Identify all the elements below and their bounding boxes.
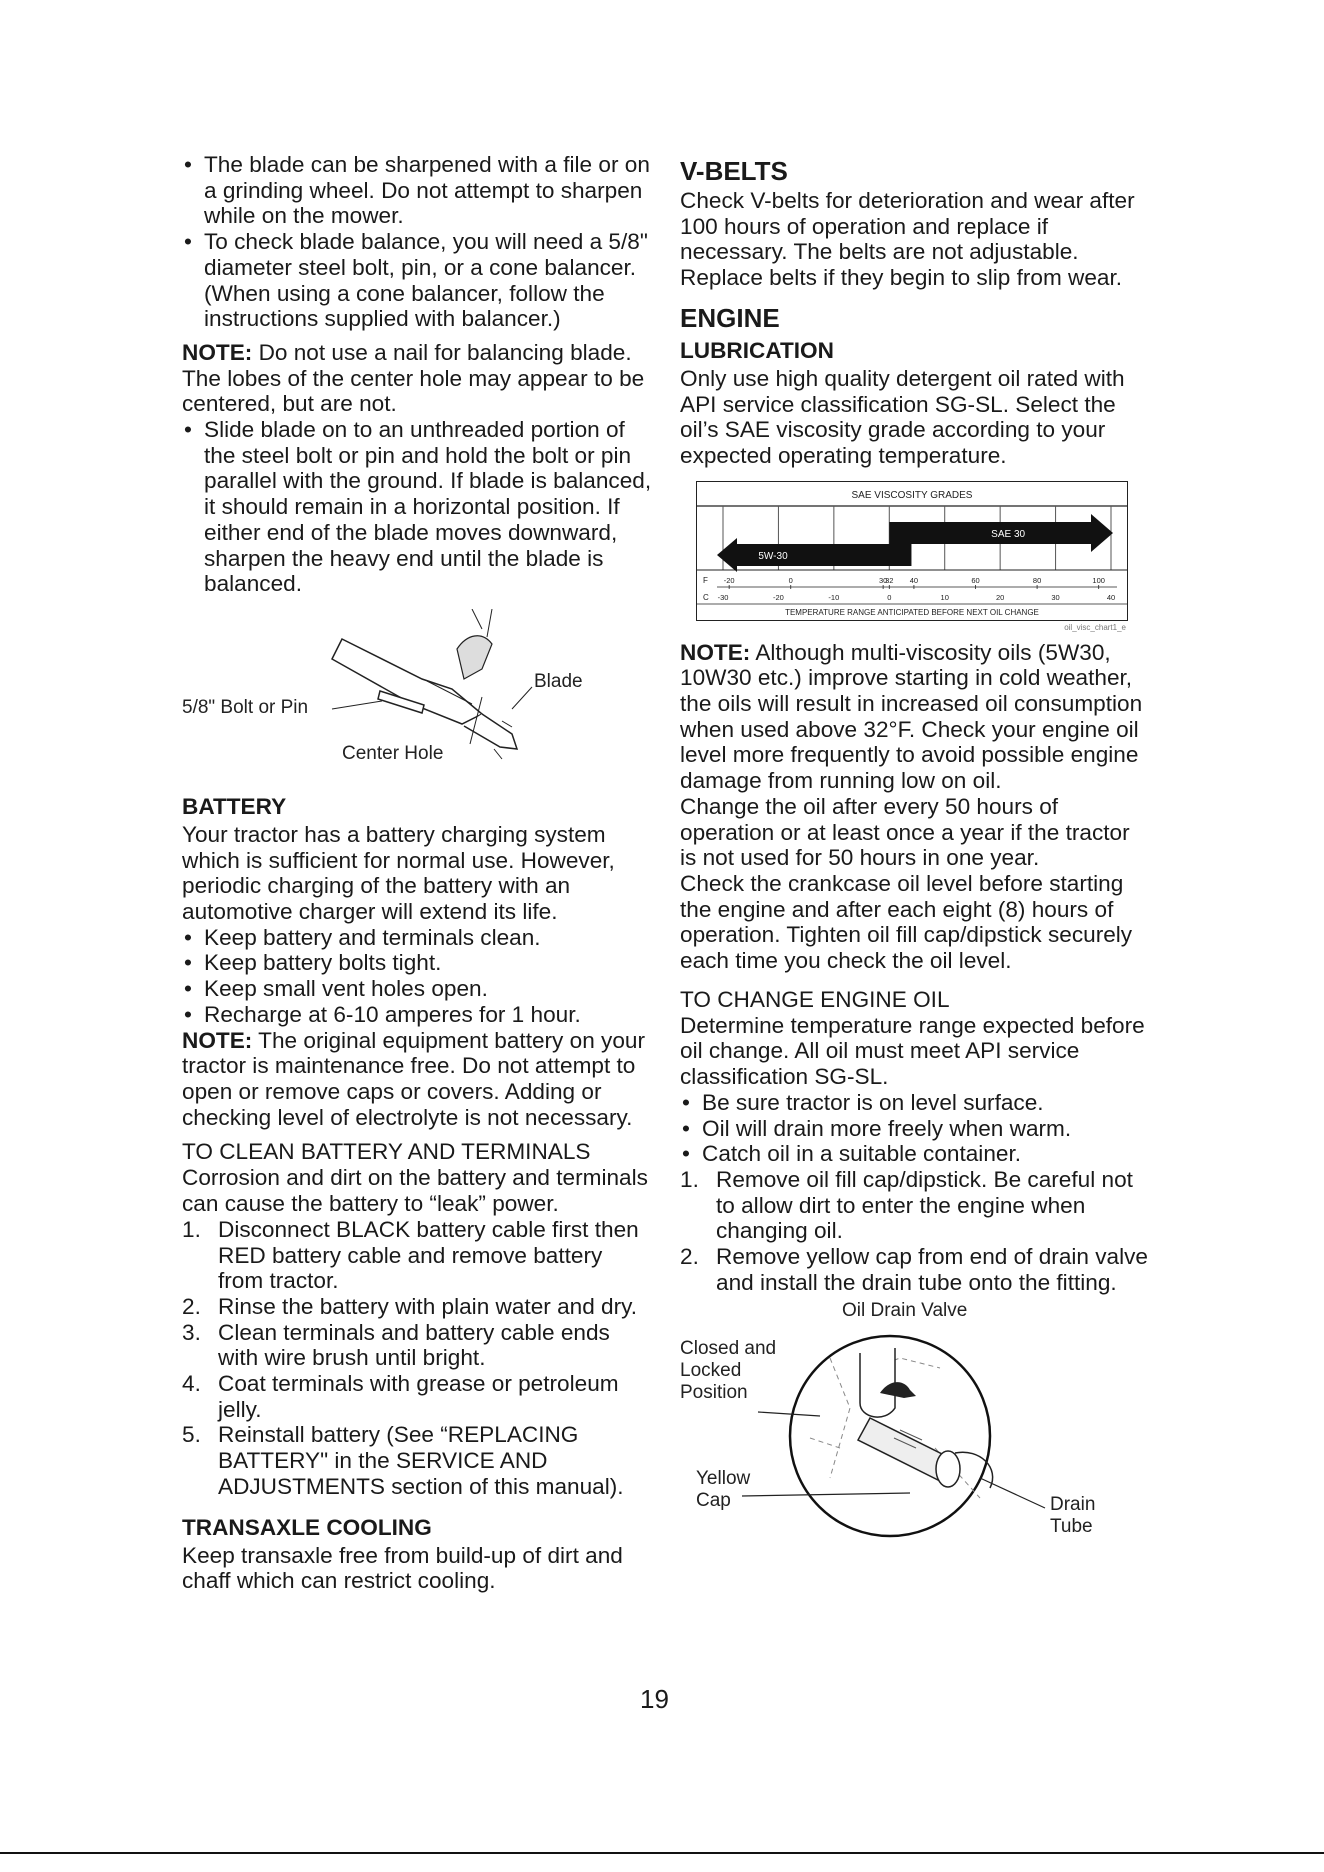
step-text: Clean terminals and battery cable ends with wire brush until bright. <box>218 1319 610 1371</box>
list-item <box>680 1244 1150 1295</box>
list-item <box>182 1371 652 1422</box>
clean-text: Corrosion and dirt on the battery and terminals can cause the battery to “leak” power. <box>182 1165 648 1217</box>
closed-position-label: Closed and Locked Position <box>680 1337 777 1403</box>
f-tick-label: 80 <box>1032 575 1042 585</box>
list-item: • Keep battery bolts tight. <box>182 950 652 976</box>
c-tick-label: -20 <box>773 592 784 602</box>
c-tick-label: 20 <box>995 592 1005 602</box>
engine-heading: ENGINE <box>680 302 780 333</box>
step-number: 4. <box>182 1371 201 1397</box>
c-tick-label: 10 <box>940 592 949 602</box>
step-text: Remove oil fill cap/dipstick. Be careful not to allow dirt to enter the engine when changing oil. <box>716 1166 1133 1244</box>
c-tick-label: 0 <box>887 592 892 602</box>
list-item: • Catch oil in a suitable container. <box>680 1141 1150 1167</box>
c-axis-label: C <box>703 592 709 602</box>
step-number: 2. <box>182 1293 201 1319</box>
center-hole-label: Center Hole <box>342 742 444 764</box>
page-number: 19 <box>640 1684 669 1714</box>
bar-sae30-arrow <box>1091 514 1113 552</box>
bar-sae30-label: SAE 30 <box>991 528 1026 540</box>
sae-viscosity-chart <box>696 481 1128 621</box>
check-level-text: Check the crankcase oil level before starting the engine and after each eight (8) hours of operation. Tighten oil fill cap/dipstick securely each time you check the oil level. <box>680 870 1133 974</box>
change-oil-heading: TO CHANGE ENGINE OIL <box>680 986 950 1012</box>
f-tick-label: 100 <box>1092 575 1105 585</box>
clean-heading: TO CLEAN BATTERY AND TERMINALS <box>182 1139 591 1165</box>
list-item <box>182 1294 652 1320</box>
vbelts-heading: V-BELTS <box>680 156 788 186</box>
list-item: • Slide blade on to an unthreaded portion of the steel bolt or pin and hold the bolt or pin parallel with the ground. If blade is balanced, it should remain in a horizontal position. If either end of the blade moves downward, sharpen the heavy end until the blade is balanced. <box>182 417 652 597</box>
list-item <box>182 1422 652 1499</box>
step-text: Rinse the battery with plain water and dry. <box>218 1293 638 1319</box>
list-item: • Recharge at 6-10 amperes for 1 hour. <box>182 1002 652 1028</box>
bar-sae30 <box>889 522 1091 544</box>
list-item: • Be sure tractor is on level surface. <box>680 1090 1150 1116</box>
vbelts-text: Check V-belts for deterioration and wear after 100 hours of operation and replace if necessary. The belts are not adjustable. Replace belts if they begin to slip from wear. <box>680 188 1135 291</box>
step-number: 2. <box>680 1244 699 1270</box>
list-item: • Oil will drain more freely when warm. <box>680 1116 1150 1142</box>
step-text: Disconnect BLACK battery cable first then RED battery cable and remove battery from tractor. <box>218 1216 639 1294</box>
note-text: Do not use a nail for balancing blade. The lobes of the center hole may appear to be centered, but are not. <box>182 339 645 417</box>
list-item: • The blade can be sharpened with a file or on a grinding wheel. Do not attempt to sharpen while on the mower. <box>182 152 652 229</box>
blade-label: Blade <box>534 670 583 692</box>
c-tick-label: 40 <box>1106 592 1116 602</box>
list-item <box>182 1320 652 1371</box>
note-label: NOTE: <box>680 639 751 665</box>
transaxle-heading: TRANSAXLE COOLING <box>182 1514 432 1540</box>
change-interval-text: Change the oil after every 50 hours of operation or at least once a year if the tractor is not used for 50 hours in one year. <box>680 793 1130 871</box>
list-item <box>182 1217 652 1294</box>
bar-5w30-label: 5W-30 <box>758 550 788 562</box>
f-tick-label: 40 <box>909 575 919 585</box>
left-column <box>182 152 652 1594</box>
f-tick-label: 30 <box>878 575 888 585</box>
lubrication-heading: LUBRICATION <box>680 337 834 363</box>
drain-tube-label: Drain Tube <box>1050 1493 1096 1537</box>
note-text: The original equipment battery on your tractor is maintenance free. Do not attempt to open or remove caps or covers. Adding or checking level of electrolyte is not necessary. <box>182 1027 645 1130</box>
step-text: Remove yellow cap from end of drain valve and install the drain tube onto the fitting. <box>716 1244 1148 1295</box>
chart-title: SAE VISCOSITY GRADES <box>851 489 973 501</box>
step-number: 3. <box>182 1319 201 1345</box>
oil-note <box>680 640 1150 794</box>
blade-balance-figure <box>182 609 652 789</box>
bolt-label: 5/8" Bolt or Pin <box>182 696 309 718</box>
c-tick-label: 30 <box>1051 592 1060 602</box>
transaxle-text: Keep transaxle free from build-up of dirt and chaff which can restrict cooling. <box>182 1542 623 1594</box>
list-item <box>680 1167 1150 1244</box>
oil-drain-valve-figure <box>680 1298 1150 1554</box>
right-column <box>680 152 1150 1554</box>
viscosity-chart-svg <box>697 482 1127 620</box>
list-item: • To check blade balance, you will need a 5/8" diameter steel bolt, pin, or a cone balancer. (When using a cone balancer, follow the instructions supplied with balancer.) <box>182 229 652 332</box>
step-number: 1. <box>182 1216 201 1242</box>
list-item: • Keep small vent holes open. <box>182 976 652 1002</box>
c-tick-label: -30 <box>717 592 729 602</box>
f-tick-label: 0 <box>788 575 793 585</box>
list-item: • Keep battery and terminals clean. <box>182 925 652 951</box>
blade-note <box>182 340 652 417</box>
bottom-rule <box>0 1852 1324 1854</box>
battery-text: Your tractor has a battery charging system which is sufficient for normal use. However, periodic charging of the battery with an automotive charger will extend its life. <box>182 821 615 925</box>
c-tick-label: -10 <box>828 592 840 602</box>
note-label: NOTE: <box>182 1027 253 1053</box>
bar-5w30-arrow <box>717 538 737 572</box>
note-text: Although multi-viscosity oils (5W30, 10W30 etc.) improve starting in cold weather, the oils will result in increased oil consumption when used above 32°F. Check your engine oil level more frequently to avoid possible engine damage from running low on oil. <box>680 639 1143 794</box>
note-label: NOTE: <box>182 339 253 365</box>
yellow-cap-label: Yellow Cap <box>696 1467 751 1511</box>
change-intro: Determine temperature range expected before oil change. All oil must meet API service classification SG-SL. <box>680 1012 1145 1090</box>
f-axis-label: F <box>703 575 708 585</box>
battery-note <box>182 1028 652 1131</box>
chart-xlabel: TEMPERATURE RANGE ANTICIPATED BEFORE NEXT OIL CHANGE <box>785 607 1039 617</box>
f-tick-label: -20 <box>723 575 735 585</box>
f-tick-label: 60 <box>971 575 980 585</box>
f-tick-label: 32 <box>885 575 894 585</box>
step-number: 1. <box>680 1166 699 1192</box>
chart-footnote: oil_visc_chart1_e <box>1064 622 1126 632</box>
valve-figure-title: Oil Drain Valve <box>842 1299 968 1321</box>
step-text: Reinstall battery (See “REPLACING BATTERY" in the SERVICE AND ADJUSTMENTS section of this manual). <box>218 1422 624 1499</box>
lubrication-text: Only use high quality detergent oil rated with API service classification SG-SL. Select the oil’s SAE viscosity grade according to your expected operating temperature. <box>680 365 1125 468</box>
battery-heading: BATTERY <box>182 793 287 819</box>
step-number: 5. <box>182 1422 201 1448</box>
step-text: Coat terminals with grease or petroleum jelly. <box>218 1371 619 1422</box>
